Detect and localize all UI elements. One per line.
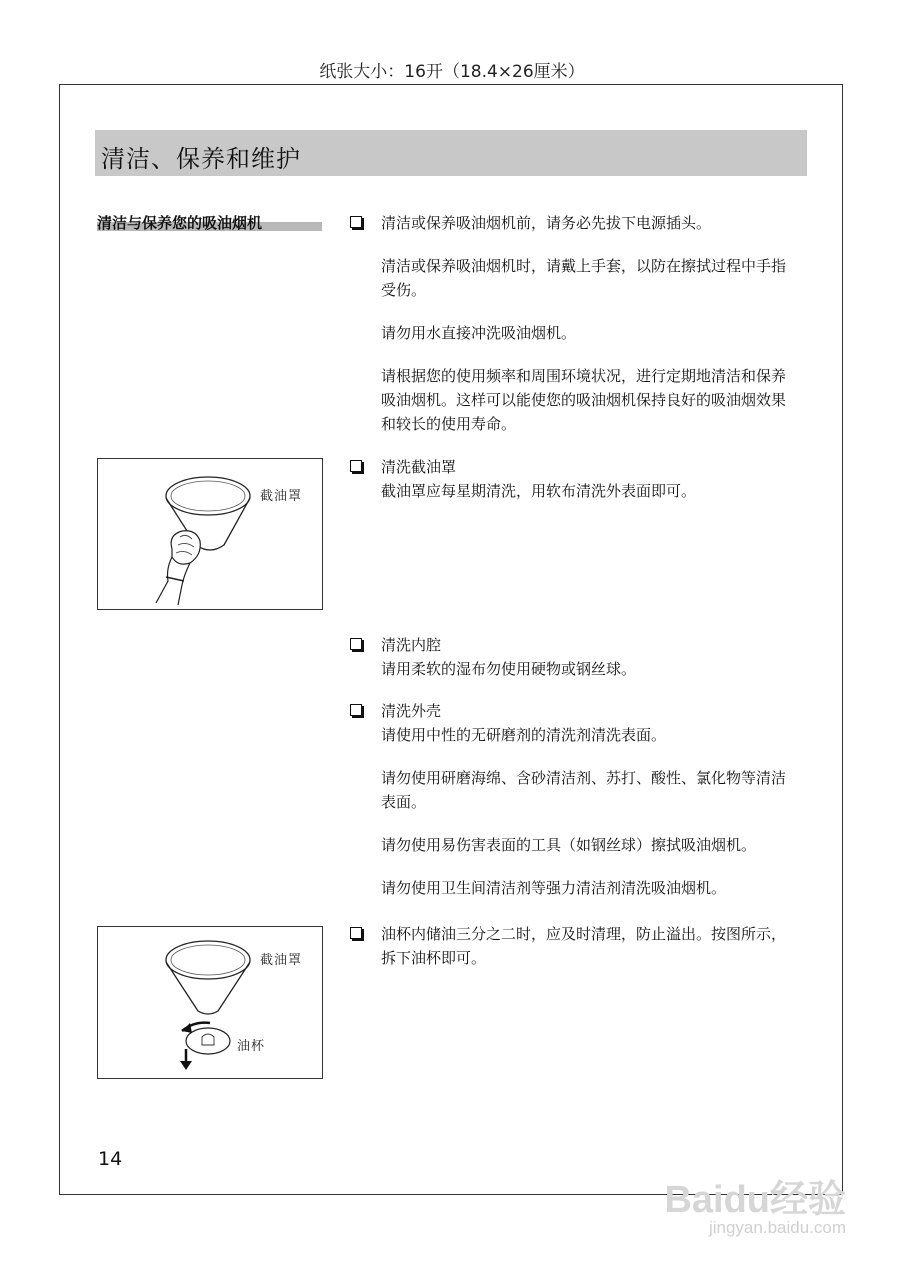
instruction-item-oil-cup	[350, 922, 800, 970]
figure-label: 截油罩	[260, 953, 303, 968]
checkbox-bullet-icon	[350, 460, 362, 472]
instruction-paragraph: 请使用中性的无研磨剂的清洗剂清洗表面。	[381, 726, 667, 744]
checkbox-bullet-icon	[350, 216, 362, 228]
checkbox-bullet-icon	[350, 638, 362, 650]
oil-guard-hand-illustration	[98, 459, 321, 608]
watermark-brand: Baidu经验	[664, 1179, 846, 1221]
instruction-item-inner-cavity	[350, 633, 800, 681]
instruction-item-outer-shell	[350, 699, 800, 900]
instruction-paragraph: 油杯内储油三分之二时，应及时清理，防止溢出。按图所示，拆下油杯即可。	[381, 925, 787, 967]
instruction-paragraph: 请勿用水直接冲洗吸油烟机。	[381, 324, 577, 342]
instruction-paragraph: 请根据您的使用频率和周围环境状况，进行定期地清洁和保养吸油烟机。这样可以能使您的吸油烟机保持良好的吸油烟效果和较长的使用寿命。	[381, 367, 787, 433]
instruction-paragraph: 请用柔软的湿布勿使用硬物或钢丝球。	[381, 660, 637, 678]
instruction-item-oil-guard	[350, 455, 800, 503]
instruction-paragraph: 清洁或保养吸油烟机时，请戴上手套，以防在擦拭过程中手指受伤。	[381, 257, 787, 299]
checkbox-bullet-icon	[350, 927, 362, 939]
instruction-paragraph: 请勿使用卫生间清洁剂等强力清洁剂清洗吸油烟机。	[381, 879, 727, 897]
instruction-title: 清洗外壳	[381, 702, 442, 720]
instruction-item-general	[350, 211, 800, 436]
instruction-paragraph: 截油罩应每星期清洗，用软布清洗外表面即可。	[381, 482, 697, 500]
section-header	[95, 130, 807, 176]
instruction-paragraph: 请勿使用易伤害表面的工具（如钢丝球）擦拭吸油烟机。	[381, 836, 757, 854]
figure-oil-cup-removal	[97, 926, 323, 1079]
instruction-paragraph: 请勿使用研磨海绵、含砂清洁剂、苏打、酸性、氯化物等清洁表面。	[381, 769, 787, 811]
instruction-paragraph: 清洁或保养吸油烟机前，请务必先拔下电源插头。	[381, 214, 712, 232]
figure-label: 截油罩	[260, 489, 303, 504]
watermark-url: jingyan.baidu.com	[708, 1218, 846, 1237]
figure-oil-guard-cleaning	[97, 458, 323, 610]
instruction-title: 清洗截油罩	[381, 458, 457, 476]
watermark	[646, 1148, 846, 1248]
subheading-text: 清洁与保养您的吸油烟机	[97, 214, 263, 232]
instruction-title: 清洗内腔	[381, 636, 442, 654]
subheading	[97, 213, 322, 231]
page-number: 14	[98, 1148, 123, 1170]
section-title: 清洁、保养和维护	[101, 145, 301, 173]
figure-label: 油杯	[237, 1039, 266, 1054]
checkbox-bullet-icon	[350, 704, 362, 716]
paper-size-note: 纸张大小：16开（18.4×26厘米）	[319, 62, 585, 82]
